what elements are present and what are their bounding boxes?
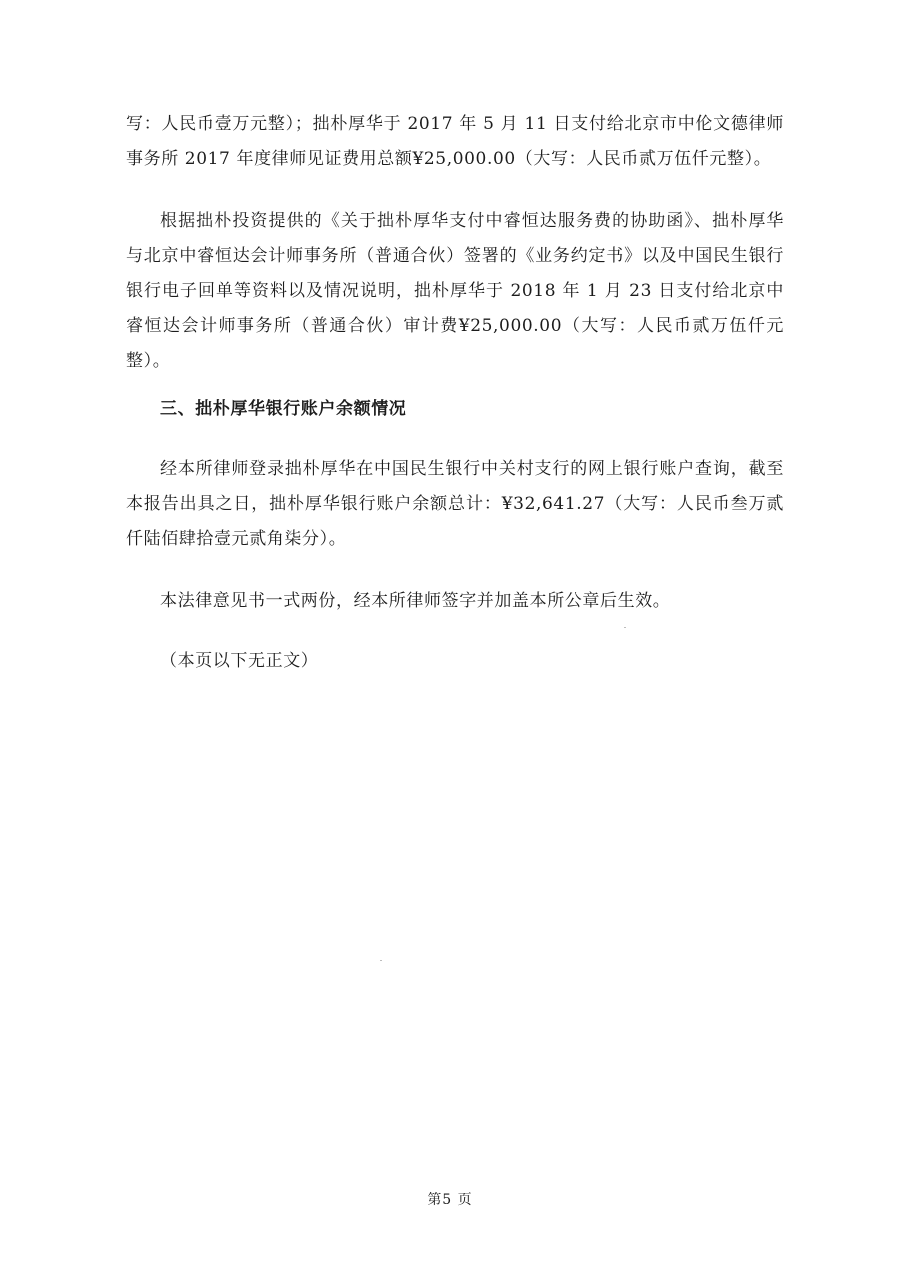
page-number: 第5 页 — [427, 1192, 473, 1208]
audit-fee-paragraph: 根据拙朴投资提供的《关于拙朴厚华支付中睿恒达服务费的协助函》、拙朴厚华与北京中睿恒达会计师事务所（普通合伙）签署的《业务约定书》以及中国民生银行银行电子回单等资料以及情况说明，拙朴厚华于 2018 年 1 月 23 日支付给北京中睿恒达会计师事务所（普通合伙）审计费¥25,000.00（大写：人民币贰万伍仟元整）。 — [126, 211, 784, 371]
section-heading: 三、拙朴厚华银行账户余额情况 — [160, 399, 407, 419]
bank-balance-paragraph: 经本所律师登录拙朴厚华在中国民生银行中关村支行的网上银行账户查询，截至本报告出具之日，拙朴厚华银行账户余额总计：¥32,641.27（大写：人民币叁万贰仟陆佰肆拾壹元贰角柒分）。 — [126, 459, 784, 549]
scan-speck — [380, 960, 382, 961]
copies-paragraph: 本法律意见书一式两份，经本所律师签字并加盖本所公章后生效。 — [160, 591, 671, 611]
continuation-paragraph: 写：人民币壹万元整）；拙朴厚华于 2017 年 5 月 11 日支付给北京市中伦文德律师事务所 2017 年度律师见证费用总额¥25,000.00（大写：人民币贰万伍仟元整）。 — [126, 114, 784, 169]
end-of-text-note: （本页以下无正文） — [160, 651, 319, 671]
scan-speck — [624, 627, 626, 628]
